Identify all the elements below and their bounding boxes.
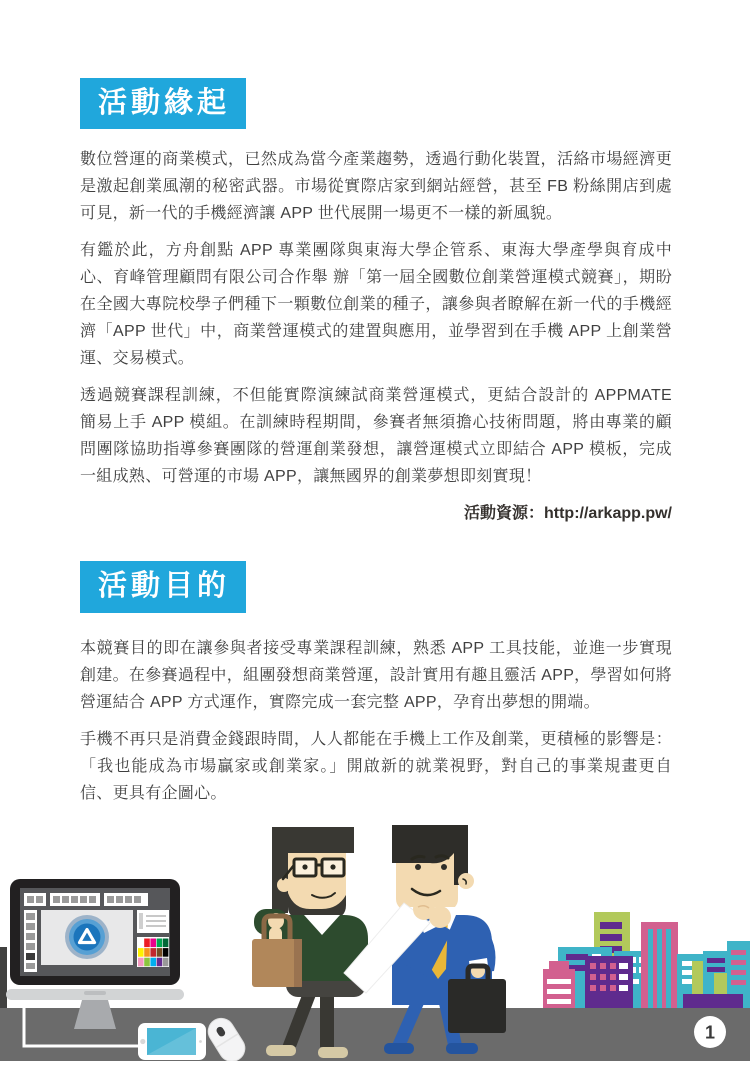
paragraph: 數位營運的商業模式，已然成為當今產業趨勢，透過行動化裝置，活絡市場經濟更是激起創業風潮的秘密武器。市場從實際店家到網站經營，甚至 FB 粉絲開店到處可見，新一代的手機經濟讓 APP 世代展開一場更不一樣的新風貌。 bbox=[80, 151, 672, 223]
monitor-stand bbox=[74, 1000, 116, 1029]
paragraph: 本競賽目的即在讓參與者接受專業課程訓練，熟悉 APP 工具技能，並進一步實現創建。在參賽過程中，組團發想商業營運，設計實用有趣且靈活 APP，學習如何將營運結合 APP 方式運作，實際完成一套完整 APP，孕育出夢想的開端。 bbox=[80, 639, 672, 711]
page-number: 1 bbox=[704, 1022, 716, 1043]
section-purpose bbox=[0, 523, 750, 806]
section-title: 活動目的 bbox=[98, 570, 231, 603]
smartphone-illustration bbox=[138, 1023, 206, 1060]
section-title: 活動緣起 bbox=[98, 87, 231, 119]
paragraph: 透過競賽課程訓練，不但能實際演練試商業營運模式，更結合設計的 APPMATE 簡易上手 APP 模組。在訓練時程期間，參賽者無須擔心技術問題，將由專業的顧問團隊協助指導參賽團隊的營運創業發想，讓營運模式立即結合 APP 模板，完成一組成熟、可營運的市場 APP，讓無國界的創業夢想即刻實現！ bbox=[80, 387, 672, 486]
paragraph: 手機不再只是消費金錢跟時間，人人都能在手機上工作及創業，更積極的影響是：「我也能成為市場贏家或創業家。」開啟新的就業視野，對自己的事業規畫更自信、更具有企圖心。 bbox=[80, 730, 672, 802]
resource-label: 活動資源： bbox=[463, 505, 544, 523]
resource-url-link[interactable]: http://arkapp.pw/ bbox=[544, 505, 672, 523]
pole-shape bbox=[0, 947, 7, 1009]
section-title-banner-origin bbox=[80, 78, 246, 129]
black-briefcase bbox=[448, 979, 506, 1033]
arkapp-logo-icon bbox=[65, 915, 109, 959]
page-number-badge bbox=[694, 1016, 726, 1048]
section-origin bbox=[0, 0, 750, 523]
city-skyline-illustration bbox=[543, 912, 750, 1014]
road-strip bbox=[0, 1008, 750, 1061]
paragraph: 有鑑於此，方舟創點 APP 專業團隊與東海大學企管系、東海大學產學與育成中心、育峰管理顧問有限公司合作舉 辦「第一屆全國數位創業營運模式競賽」，期盼在全國大專院校學子們種下一顆數位創業的種子，讓參與者瞭解在新一代的手機經濟「APP 世代」中，商業營運模式的建置與應用，並學習到在手機 APP 上創業營運、交易模式。 bbox=[80, 242, 672, 368]
section-title-banner-purpose bbox=[80, 561, 246, 612]
resource-line bbox=[80, 500, 672, 523]
footer-illustration bbox=[0, 801, 750, 1061]
